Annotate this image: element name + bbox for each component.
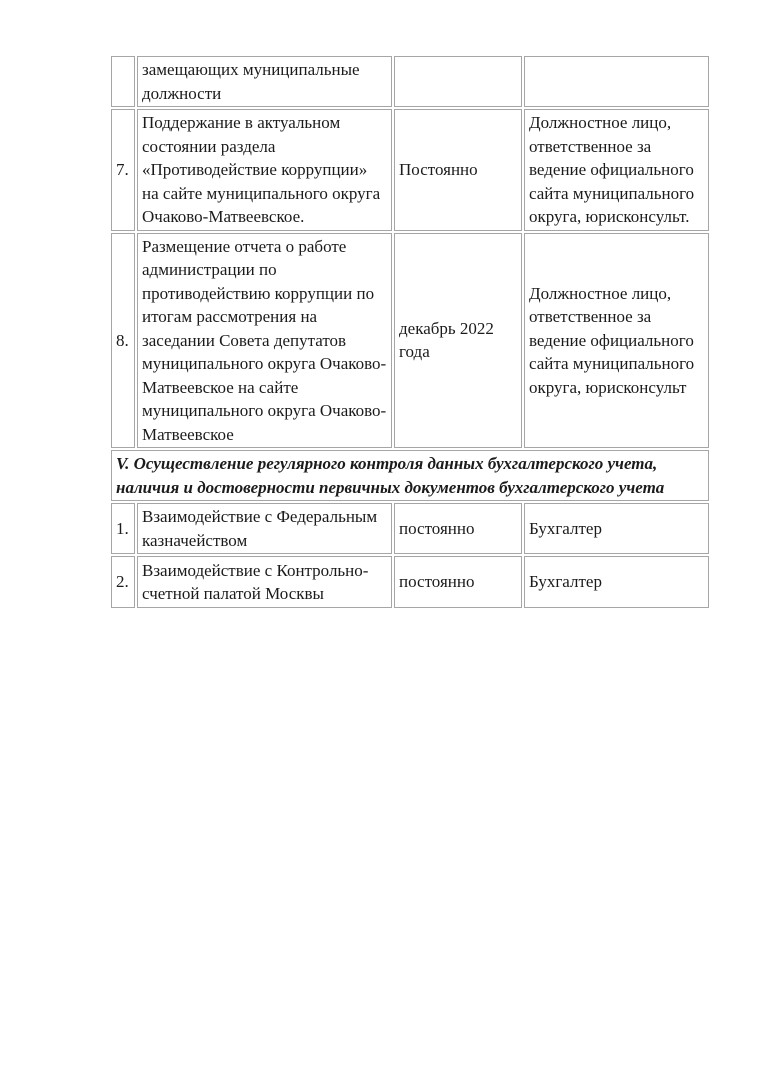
activity-cell: Размещение отчета о работе администрации по противодействию коррупции по итогам рассмотрения на заседании Совета депутатов муниципального округа Очаково-Матвеевское на сайте муниципального округа Очаково-Матвеевское [137,233,392,449]
row-number-cell [111,56,135,107]
responsible-cell: Должностное лицо, ответственное за ведение официального сайта муниципального округа, юрисконсульт. [524,109,709,231]
row-number-cell: 1. [111,503,135,554]
responsible-cell: Бухгалтер [524,556,709,608]
activity-cell: Взаимодействие с Федеральным казначейством [137,503,392,554]
section-header-row [111,450,709,501]
table-row-7 [111,109,709,231]
row-number-cell: 2. [111,556,135,608]
period-cell: декабрь 2022 года [394,233,522,449]
table-row-v1 [111,503,709,554]
activity-cell: Взаимодействие с Контрольно-счетной палатой Москвы [137,556,392,608]
table-row-8 [111,233,709,449]
period-cell [394,56,522,107]
anti-corruption-plan-table [109,54,711,610]
period-cell: постоянно [394,556,522,608]
row-number-cell: 8. [111,233,135,449]
activity-cell: Поддержание в актуальном состоянии раздела «Противодействие коррупции» на сайте муниципального округа Очаково-Матвеевское. [137,109,392,231]
table-row-v2 [111,556,709,608]
responsible-cell: Бухгалтер [524,503,709,554]
period-cell: постоянно [394,503,522,554]
period-cell: Постоянно [394,109,522,231]
table-row-continuation [111,56,709,107]
activity-cell: замещающих муниципальные должности [137,56,392,107]
responsible-cell [524,56,709,107]
responsible-cell: Должностное лицо, ответственное за ведение официального сайта муниципального округа, юрисконсульт [524,233,709,449]
section-v-header: V. Осуществление регулярного контроля данных бухгалтерского учета, наличия и достоверности первичных документов бухгалтерского учета [111,450,709,501]
row-number-cell: 7. [111,109,135,231]
